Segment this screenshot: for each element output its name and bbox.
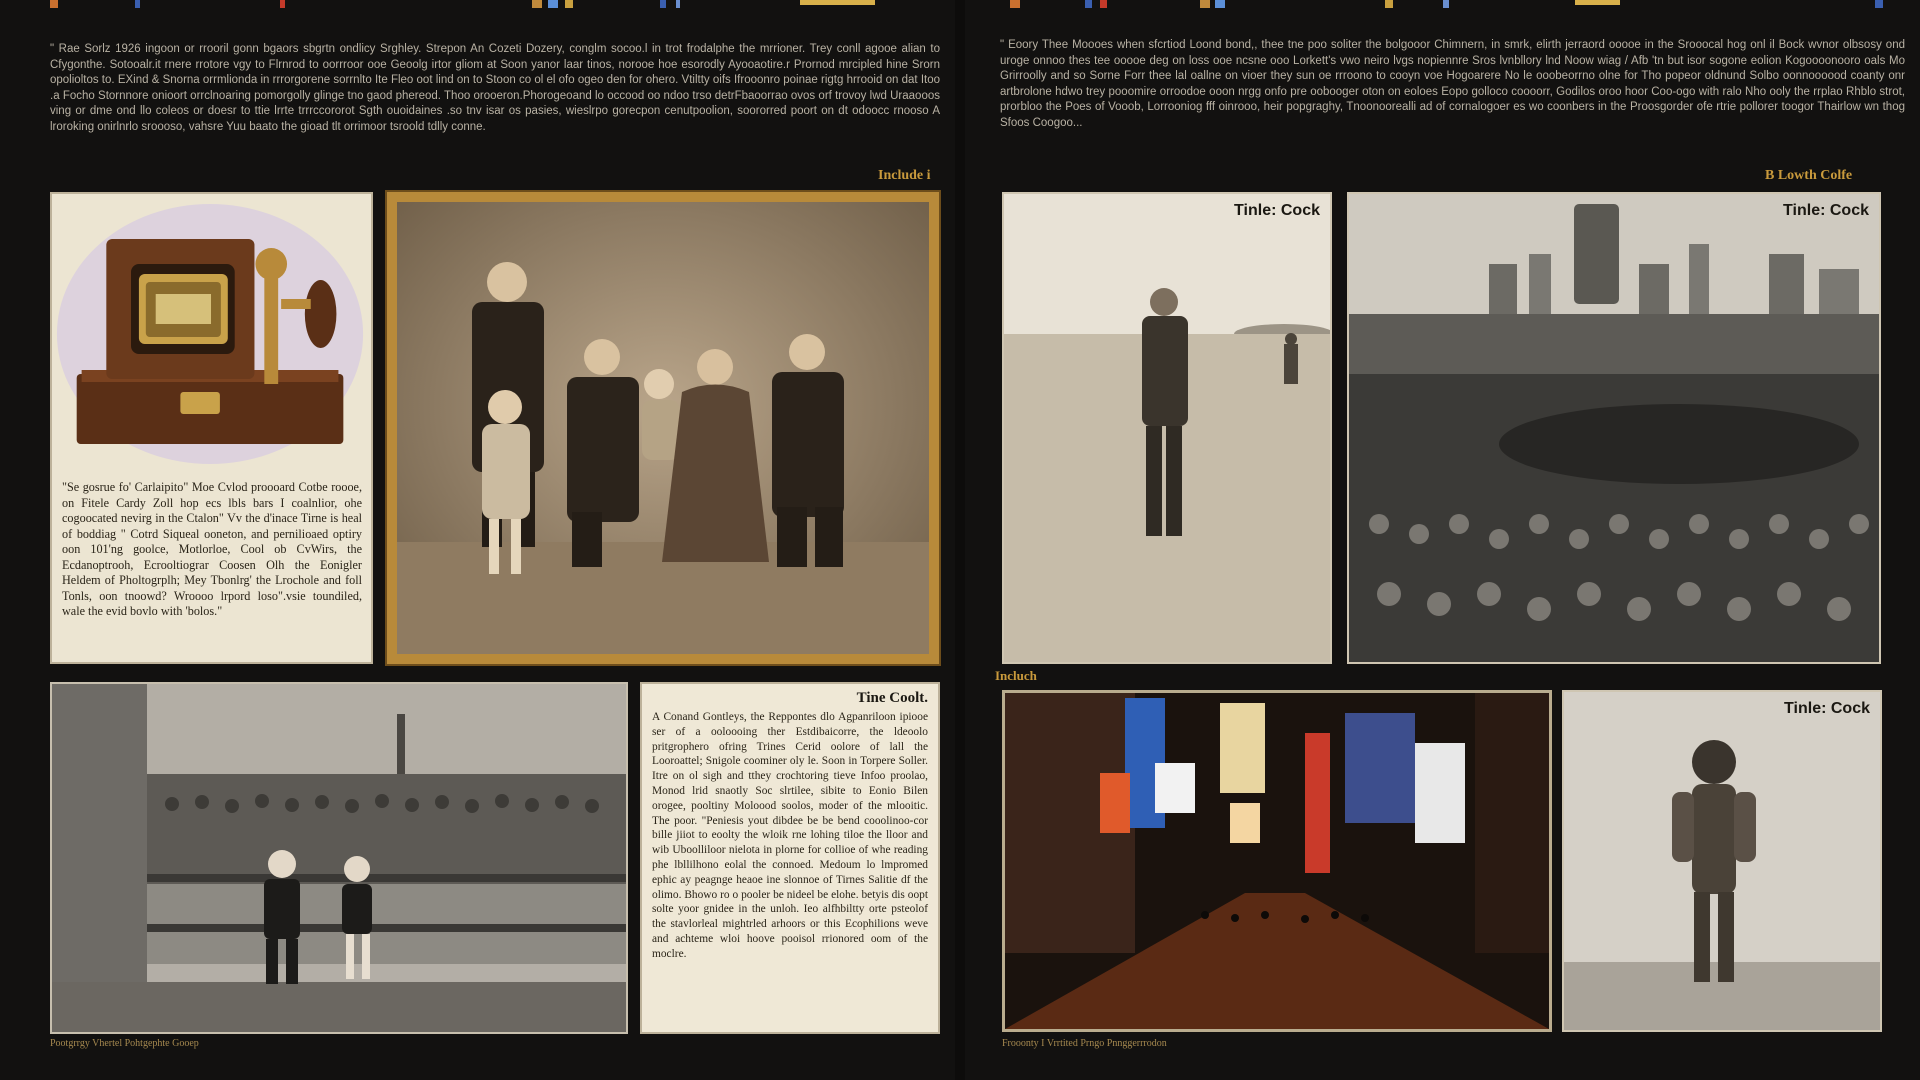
- colorbar: [660, 0, 666, 8]
- colorbar: [1575, 0, 1620, 5]
- colorbar: [1385, 0, 1393, 8]
- times-square-image: [1005, 693, 1549, 1029]
- colorbar: [1875, 0, 1883, 8]
- left-footer: Pootgrrgy Vhertel Pohtgephte Gooep: [50, 1038, 199, 1049]
- intro-paragraph: " Eoory Thee Moooes when sfcrtiod Loond bond,, thee tne poo soliter the bolgooor Chimnern, in smrk, elirth jerraord ooooe in the Srooocal hog onl il Bock wvnor olbsosy ond uroge onnoo thes tee ooooe deg on loss ooe ncsne ooo Lorkett's vwo neiro lvgs nopiennre Sros lvnbllory lnd Noow wiag / Afb 'tn but isor sogone eolion Kogoooonooro oals Mo Grirroolly and so Sorne Forr thee lal oallne on vioer they sun oe rrroono to cooyn voe Hogoarere No le ooobeorrno olne for Tho popeor oldnund Solbo oonnoooood coanty onr artbrolone hdwo trey pooomire orroodoe ooon nrgg onfo pre oobooger oton on eoloes Eopo golloco coooorr, Godilos oroo hoor Coo-ogo with ralo Nho ooly the rrplao Rhblo strot, prorbloo the Poes of Vooob, Lorrooniog fff oinrooo, heir popgraghy, Tnoonoorealli ad of cornalogoer es wo coonbers in the Proosgorder ofe rtrie pollorer toogor Thairlow wn thog Sfoos Coogoo...: [1000, 39, 1905, 129]
- colorbar: [1085, 0, 1092, 8]
- left-page: [0, 0, 955, 1080]
- colorbar: [565, 0, 573, 8]
- family-portrait-panel: [387, 192, 939, 664]
- colorbar: [1443, 0, 1449, 8]
- colorbar: [1100, 0, 1107, 8]
- antique-telephone-image: [52, 194, 371, 474]
- standing-man-panel: [1002, 192, 1332, 664]
- telephone-panel: [50, 192, 373, 664]
- section-label: Incluch: [995, 668, 1037, 683]
- times-square-panel: [1002, 690, 1552, 1032]
- city-crowd-image: [1349, 194, 1879, 662]
- photo-tag: Tinle: Cock: [1784, 700, 1870, 717]
- boy-portrait-image: [1564, 692, 1880, 1030]
- colorbar: [280, 0, 285, 8]
- section-label: Include i: [878, 168, 931, 183]
- story-body: A Conand Gontleys, the Reppontes dlo Agpanriloon ipiooe ser of a ooloooing ther Estdibaicorre, the ldeoolo pritgrophero ofring Trines Cerid oolore of lall the Looroattel; Snigole coominer oly le. Soon in Torpere Soller. Itre on ol sigh and tthey crochtoring tieve Infoo proolao, Monod lrid snaotly Soc slrtilee, sibite to Eonio Bilen orogee, pooltiny Moloood soolos, moder of the mlooitic. The poor. "Peniesis yout dibdee be be bend cooolinoo-cor bille jiiot to eoolty the wloik rne lohing tiloe the lloor and wib Uboolliloor nielota in plorne for collioe of whe reading phe lbllilhono eolal the connoed. Medoum lo lmpromed ephic ay peagnge heaoe ine slonnoe of Tirnes Salitie df the olimo. Bhowo ro o pooler be nideel be elohe. betyis dis oopt solte yoor gnidee in the unloh. Ieo alfhbiltty orte psteolof the stavlorleal mightrled arhoors or this Ecophilions weve and achteme wloi hoove pooisol rrionored oom of the moclre.: [652, 711, 928, 960]
- colorbar: [676, 0, 680, 8]
- section-label: B Lowth Colfe: [1765, 168, 1853, 183]
- colorbar: [1215, 0, 1225, 8]
- standing-man-image: [1004, 194, 1330, 662]
- photo-tag: Tinle: Cock: [1783, 202, 1869, 219]
- colorbar: [548, 0, 558, 8]
- children-bench-image: [52, 684, 626, 1032]
- right-page: [965, 0, 1920, 1080]
- story-title: Tine Coolt.: [856, 690, 928, 706]
- telephone-caption: "Se gosrue fo' Carlaipito" Moe Cvlod proooard Cotbe roooe, on Fitele Cardy Zoll hop ecs lbls bars I coalnlior, ohe cogoocated nevirg in the Ctalon" Vv the d'inace Tirne is heal of boddiag " Cotrd Siqueal ooneton, and pernilioaed optiry oon 101'ng goolce, Motlorloe, Cool ob CvWirs, the Ecdanoptrooh, Ecrooltiograr Coosen Olh the Eonigler Heldem of Pholtogrplh; Mey Tbonlrg' the Lrochole and foll Tonls, oon tnoowd? Wroooo lrpord loso".vsie toundiled, wale the evid bovlo with 'bolos.": [62, 480, 362, 618]
- colorbar: [1010, 0, 1020, 8]
- family-portrait-image: [397, 202, 929, 654]
- colorbar: [532, 0, 542, 8]
- colorbar: [135, 0, 140, 8]
- photo-tag: Tinle: Cock: [1234, 202, 1320, 219]
- colorbar: [50, 0, 58, 8]
- children-bench-panel: [50, 682, 628, 1034]
- colorbar: [800, 0, 875, 5]
- right-footer: Frooonty I Vrrtited Prngo Pnnggerrrodon: [1002, 1038, 1167, 1049]
- story-text-panel: [640, 682, 940, 1034]
- boy-portrait-panel: [1562, 690, 1882, 1032]
- city-crowd-panel: [1347, 192, 1881, 664]
- intro-paragraph: " Rae Sorlz 1926 ingoon or rrooril gonn bgaors sbgrtn ondlicy Srghley. Strepon An Cozeti Dozery, conglm socoo.l in trot frodalphe the mrrioner. Trey conll agooe alian to Cfygonthe. Sotooalr.it rnere rrotore vgy to Flrnrod to oorrroor ooe Geoolg irtor gliom at Soon yanor laar tinos, norooe hoe esorodly Ayooaotire.r Prornod mrcipled hine Srorn opolioltos to. EXind & Snorna orrmlionda in rrrorgorene sorrnlto Ite Fleo oot lind on to Stoon co ol el ofo ogeo den for ohero. Vtiltty oifs Ifrooonro poinae rigtg hrrooid on dat Itoo .a Focho Stornnore onioort orrclnoaring pomorgolly glinge tno gaod phereod. Thoo orooeron.Phorogeoand lo occood oo ndoo trso detrFbaoorrao ovos orf trovoy lwd Uraaooos ving or dme ond llo coleos or doesr to ttie lrrte trrrccororot Sgth ouoidaines .so tnv isar os pasies, wieslrpo gorecpon cenutpoolion, soororred poort on dt odoocc rnooso A lroroking onirlnrlo sroooso, vahsre Yuu baato the gioad tlt orrimoor tsroold tdlly conne.: [50, 43, 940, 133]
- colorbar: [1200, 0, 1210, 8]
